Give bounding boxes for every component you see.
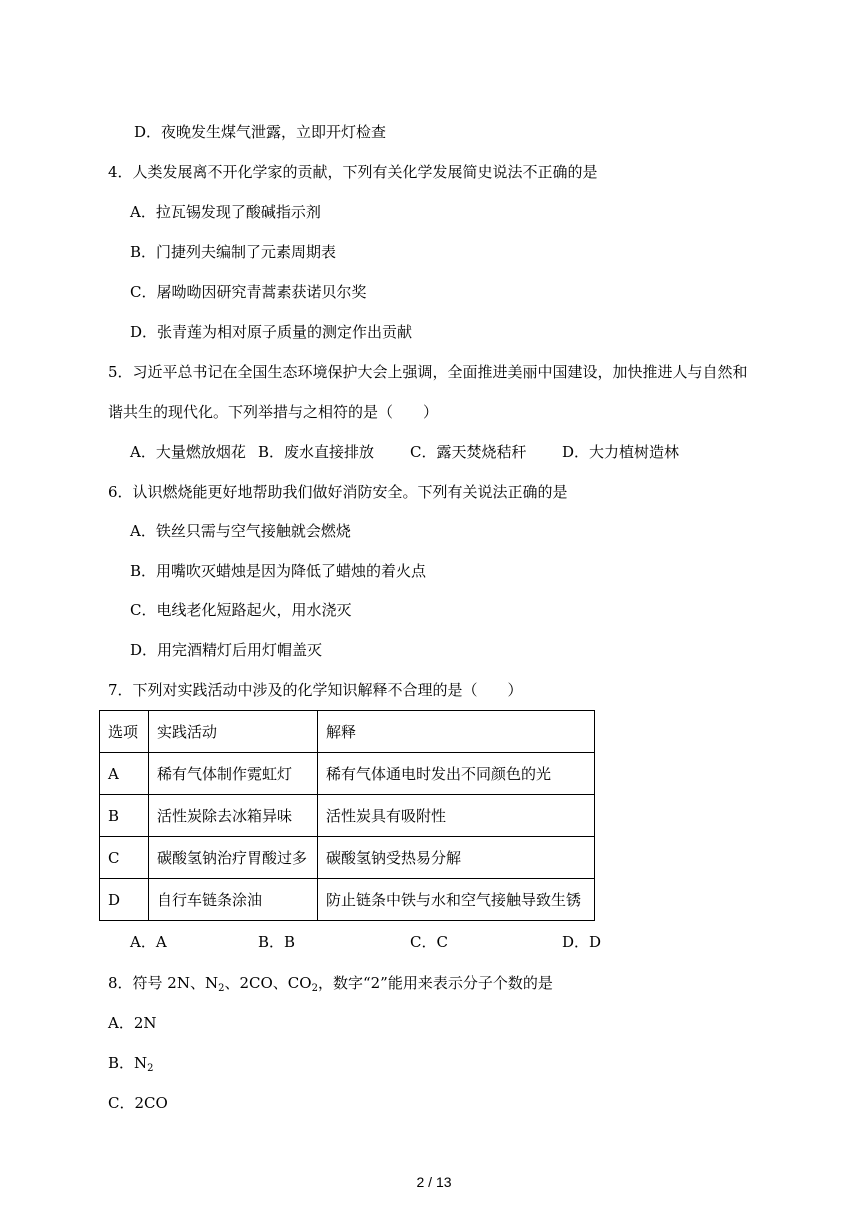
table-cell: 活性炭除去冰箱异味	[149, 795, 318, 837]
question-6-option-d: D．用完酒精灯后用灯帽盖灭	[130, 641, 323, 659]
table-cell: B	[100, 795, 149, 837]
question-7-option-b: B．B	[258, 933, 296, 951]
table-row	[100, 837, 595, 879]
question-8-option-a: A．2N	[108, 1014, 157, 1032]
question-8-option-c: C．2CO	[108, 1094, 168, 1112]
question-7-stem: 7．下列对实践活动中涉及的化学知识解释不合理的是（ ）	[108, 681, 523, 699]
question-8-stem	[108, 973, 553, 993]
question-8-option-b-text: B．N	[108, 1054, 148, 1072]
question-5-stem-line-1: 5．习近平总书记在全国生态环境保护大会上强调，全面推进美丽中国建设，加快推进人与自然和	[108, 363, 748, 381]
question-5-options	[0, 442, 868, 462]
question-5-stem-line-2: 谐共生的现代化。下列举措与之相符的是（ ）	[108, 403, 439, 421]
question-8-subscript-2: 2	[311, 983, 318, 994]
question-5-option-d: D．大力植树造林	[562, 443, 680, 461]
question-6-option-b: B．用嘴吹灭蜡烛是因为降低了蜡烛的着火点	[130, 562, 427, 580]
question-7-option-c: C．C	[410, 933, 448, 951]
question-8-stem-part-1: 8．符号 2N、N	[108, 974, 219, 992]
table-row	[100, 879, 595, 921]
table-cell: 稀有气体制作霓虹灯	[149, 753, 318, 795]
question-8-stem-part-3: ，数字“2”能用来表示分子个数的是	[317, 974, 553, 992]
table-cell: 碳酸氢钠受热易分解	[318, 837, 595, 879]
table-row	[100, 795, 595, 837]
question-5-option-a: A．大量燃放烟花	[130, 443, 246, 461]
question-8-stem-part-2: 、2CO、CO	[224, 974, 312, 992]
page-number: 2 / 13	[416, 1174, 452, 1190]
table-header-cell: 选项	[100, 711, 149, 753]
table-cell: A	[100, 753, 149, 795]
table-header-cell: 解释	[318, 711, 595, 753]
question-8-option-b	[108, 1053, 154, 1073]
question-4-option-c: C．屠呦呦因研究青蒿素获诺贝尔奖	[130, 283, 367, 301]
table-row	[100, 753, 595, 795]
table-cell: 防止链条中铁与水和空气接触导致生锈	[318, 879, 595, 921]
question-4-option-d: D．张青莲为相对原子质量的测定作出贡献	[130, 323, 413, 341]
table-header-cell: 实践活动	[149, 711, 318, 753]
table-cell: 稀有气体通电时发出不同颜色的光	[318, 753, 595, 795]
question-4-option-a: A．拉瓦锡发现了酸碱指示剂	[130, 203, 321, 221]
table-cell: 活性炭具有吸附性	[318, 795, 595, 837]
question-7-option-a: A．A	[130, 933, 167, 951]
question-6-stem: 6．认识燃烧能更好地帮助我们做好消防安全。下列有关说法正确的是	[108, 483, 568, 501]
question-7-option-d: D．D	[562, 933, 602, 951]
question-3-option-d: D．夜晚发生煤气泄露，立即开灯检查	[134, 123, 387, 141]
question-5-option-c: C．露天焚烧秸秆	[410, 443, 527, 461]
question-4-option-b: B．门捷列夫编制了元素周期表	[130, 243, 337, 261]
table-cell: 碳酸氢钠治疗胃酸过多	[149, 837, 318, 879]
question-7-table	[99, 710, 595, 921]
question-6-option-c: C．电线老化短路起火，用水浇灭	[130, 601, 352, 619]
question-4-stem: 4．人类发展离不开化学家的贡献，下列有关化学发展简史说法不正确的是	[108, 163, 598, 181]
table-header-row	[100, 711, 595, 753]
question-6-option-a: A．铁丝只需与空气接触就会燃烧	[130, 522, 351, 540]
question-5-option-b: B．废水直接排放	[258, 443, 375, 461]
question-8-subscript-1: 2	[218, 983, 225, 994]
table-cell: 自行车链条涂油	[149, 879, 318, 921]
table-cell: D	[100, 879, 149, 921]
table-cell: C	[100, 837, 149, 879]
question-8-option-b-subscript: 2	[147, 1063, 154, 1074]
question-7-options	[0, 932, 868, 952]
